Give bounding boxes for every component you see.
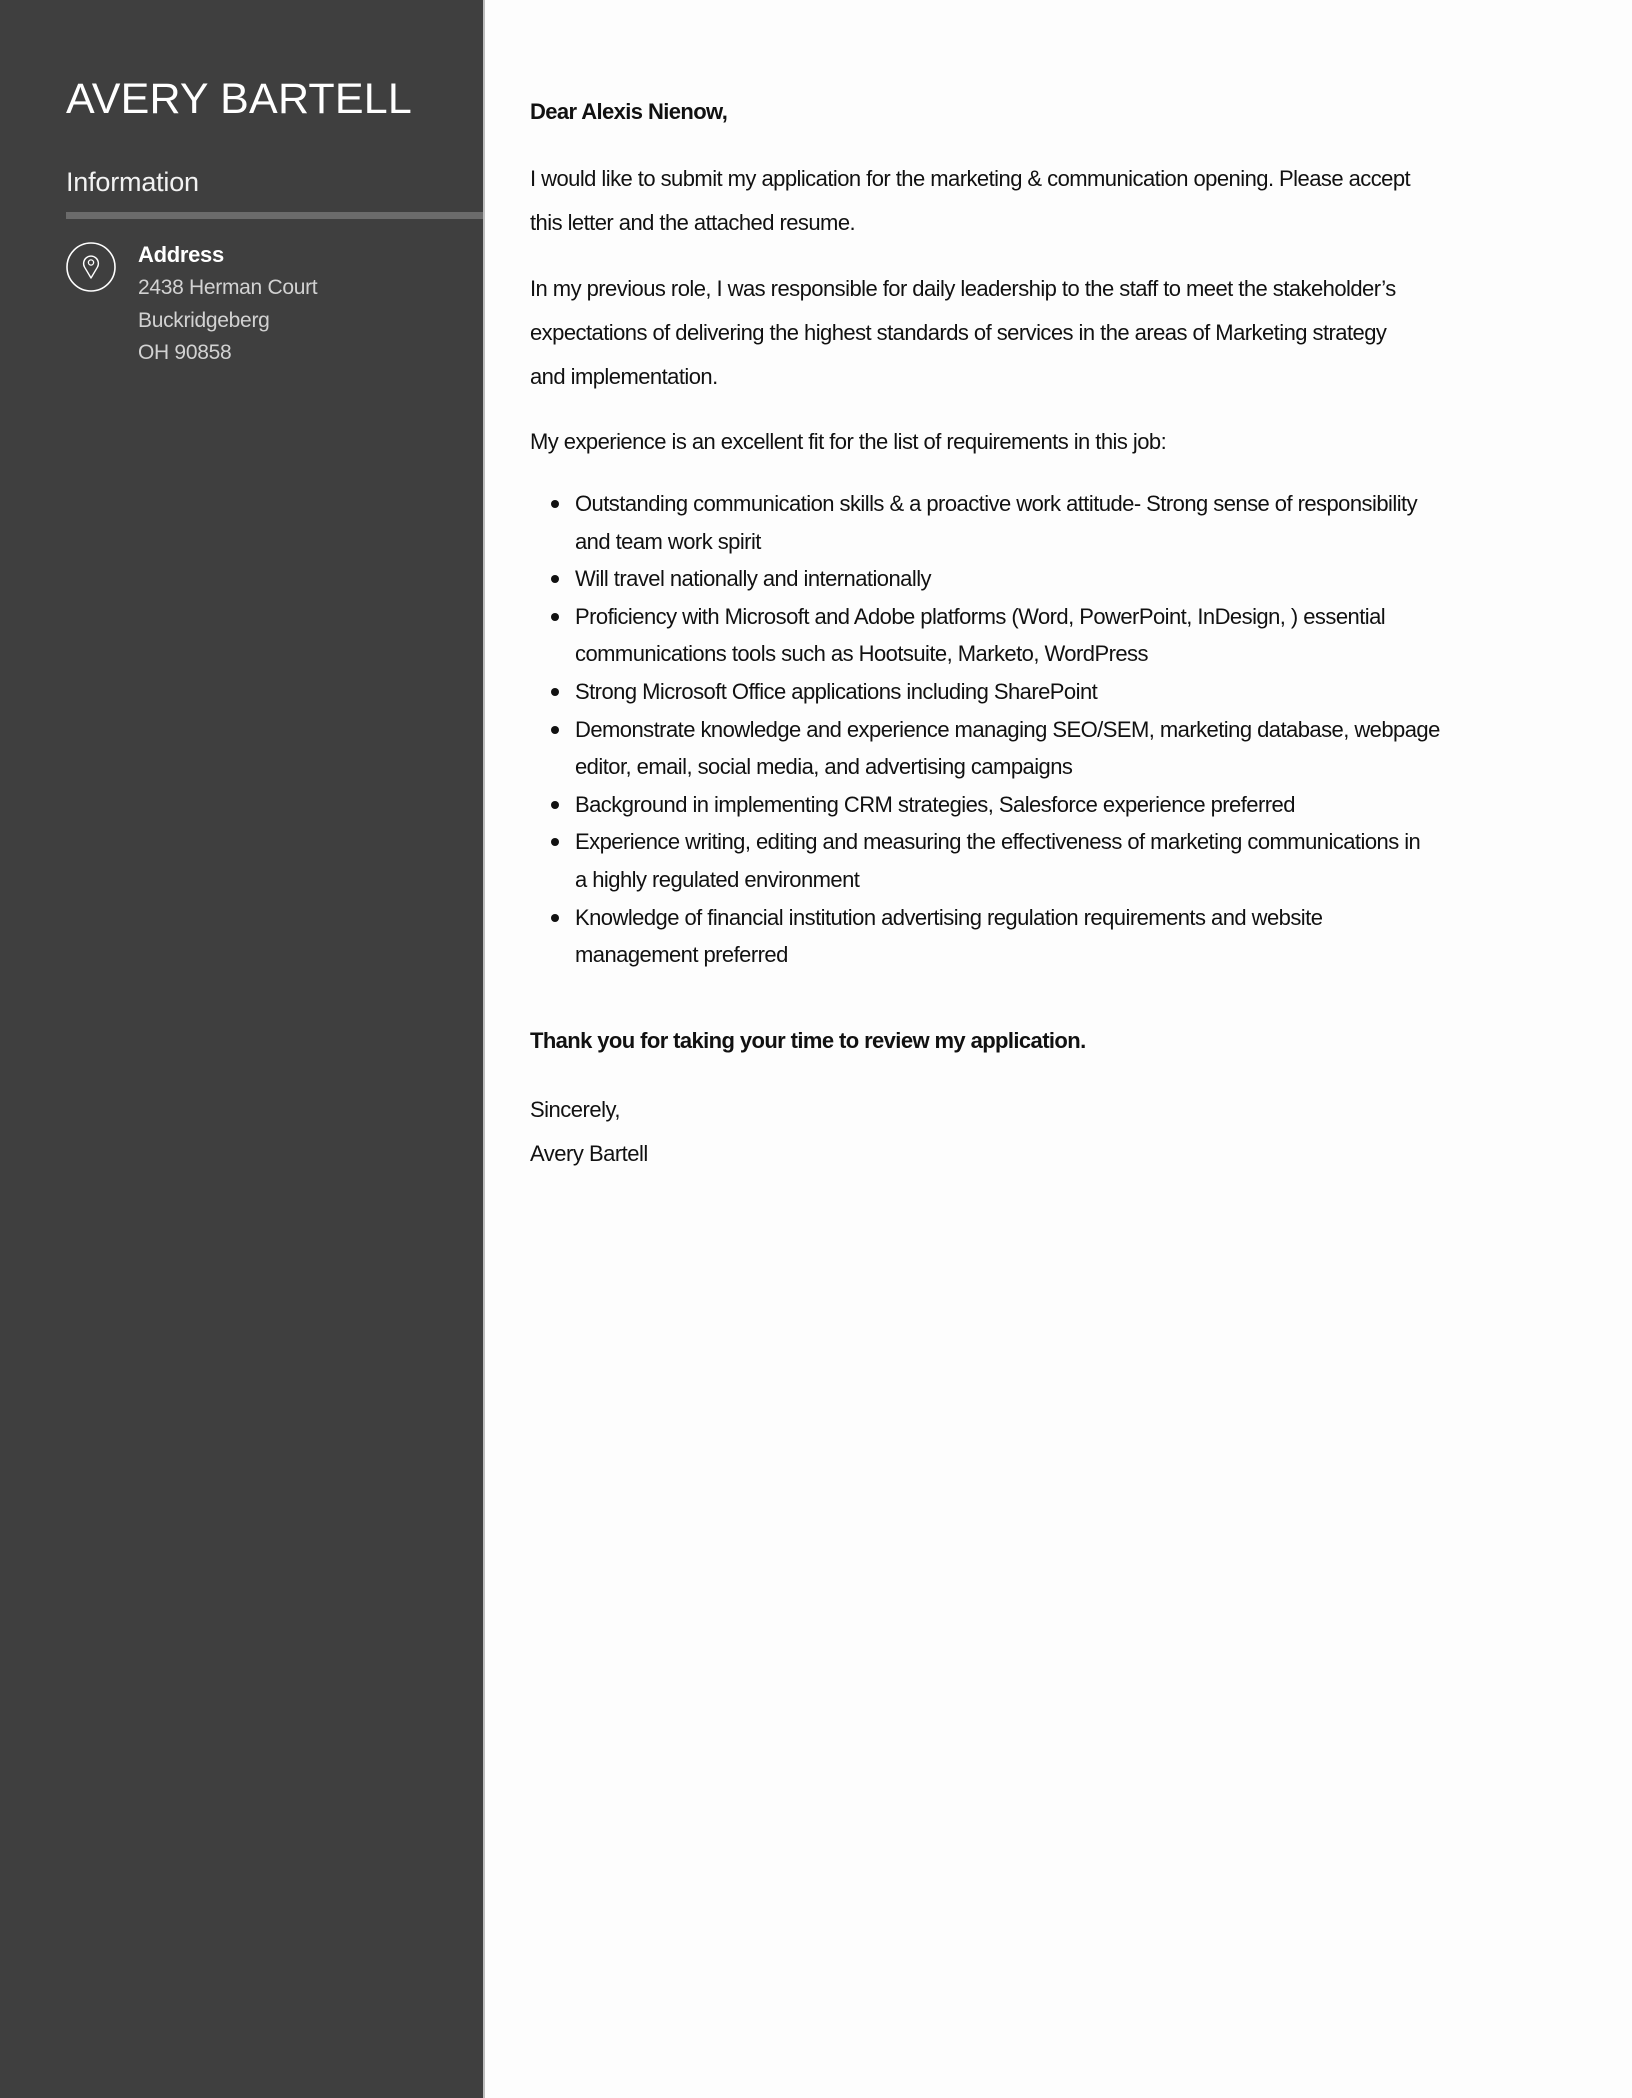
list-item-line: Strong Microsoft Office applications including SharePoint <box>575 678 1098 704</box>
address-line-city: Buckridgeberg <box>138 308 270 332</box>
signoff <box>530 1088 648 1176</box>
address-line-state-zip: OH 90858 <box>138 341 232 364</box>
list-item <box>530 598 1440 673</box>
list-item-line: communications tools such as Hootsuite, Marketo, WordPress <box>575 641 1148 667</box>
closing-line: Thank you for taking your time to review my application. <box>530 1028 1086 1053</box>
list-item-line: Background in implementing CRM strategies, Salesforce experience preferred <box>575 791 1295 817</box>
list-item-line: Demonstrate knowledge and experience managing SEO/SEM, marketing database, webpage <box>575 716 1440 742</box>
signoff-name: Avery Bartell <box>530 1141 648 1166</box>
list-item-line: a highly regulated environment <box>575 866 860 892</box>
list-item-line: Proficiency with Microsoft and Adobe platforms (Word, PowerPoint, InDesign, ) essential <box>575 603 1386 629</box>
list-item-line: editor, email, social media, and advertising campaigns <box>575 754 1073 780</box>
list-item-line: Experience writing, editing and measuring the effectiveness of marketing communications in <box>575 829 1421 855</box>
paragraph-line: I would like to submit my application for the marketing & communication opening. Please accept <box>530 166 1411 191</box>
paragraph-line: this letter and the attached resume. <box>530 210 856 235</box>
salutation: Dear Alexis Nienow, <box>530 99 728 124</box>
signoff-valediction: Sincerely, <box>530 1097 620 1122</box>
map-pin-icon <box>66 242 116 292</box>
contact-address <box>66 242 476 372</box>
bullet-icon <box>551 726 559 734</box>
list-item-line: Knowledge of financial institution advertising regulation requirements and website <box>575 904 1323 930</box>
list-item <box>530 823 1440 898</box>
paragraph-line: and implementation. <box>530 364 718 389</box>
paragraph-line: My experience is an excellent fit for the list of requirements in this job: <box>530 429 1167 454</box>
requirements-list <box>530 485 1440 974</box>
bullet-icon <box>551 575 559 583</box>
list-item-line: management preferred <box>575 942 788 968</box>
address-line-street: 2438 Herman Court <box>138 276 318 299</box>
paragraph-line: expectations of delivering the highest standards of services in the areas of Marketing strategy <box>530 320 1387 345</box>
bullet-icon <box>551 801 559 809</box>
section-title-information: Information <box>66 167 199 197</box>
paragraph-requirements-intro <box>530 420 1166 464</box>
sidebar <box>0 0 483 2098</box>
bullet-icon <box>551 838 559 846</box>
list-item-line: Outstanding communication skills & a proactive work attitude- Strong sense of responsibility <box>575 491 1418 516</box>
paragraph-previous-role <box>530 267 1396 399</box>
list-item <box>530 899 1440 974</box>
list-item <box>530 673 1440 711</box>
address-lines <box>138 272 317 370</box>
section-divider <box>66 212 483 219</box>
bullet-icon <box>551 613 559 621</box>
list-item-line: and team work spirit <box>575 528 761 554</box>
address-label: Address <box>138 242 224 267</box>
list-item-line: Will travel nationally and internationally <box>575 566 931 592</box>
list-item <box>530 786 1440 824</box>
paragraph-intro <box>530 157 1410 245</box>
bullet-icon <box>551 688 559 696</box>
bullet-icon <box>551 500 559 508</box>
bullet-icon <box>551 914 559 922</box>
list-item <box>530 485 1440 560</box>
applicant-name: AVERY BARTELL <box>66 75 412 123</box>
list-item <box>530 560 1440 598</box>
sidebar-edge <box>483 0 485 2098</box>
list-item <box>530 711 1440 786</box>
paragraph-line: In my previous role, I was responsible for daily leadership to the staff to meet the stakeholder’s <box>530 276 1396 301</box>
